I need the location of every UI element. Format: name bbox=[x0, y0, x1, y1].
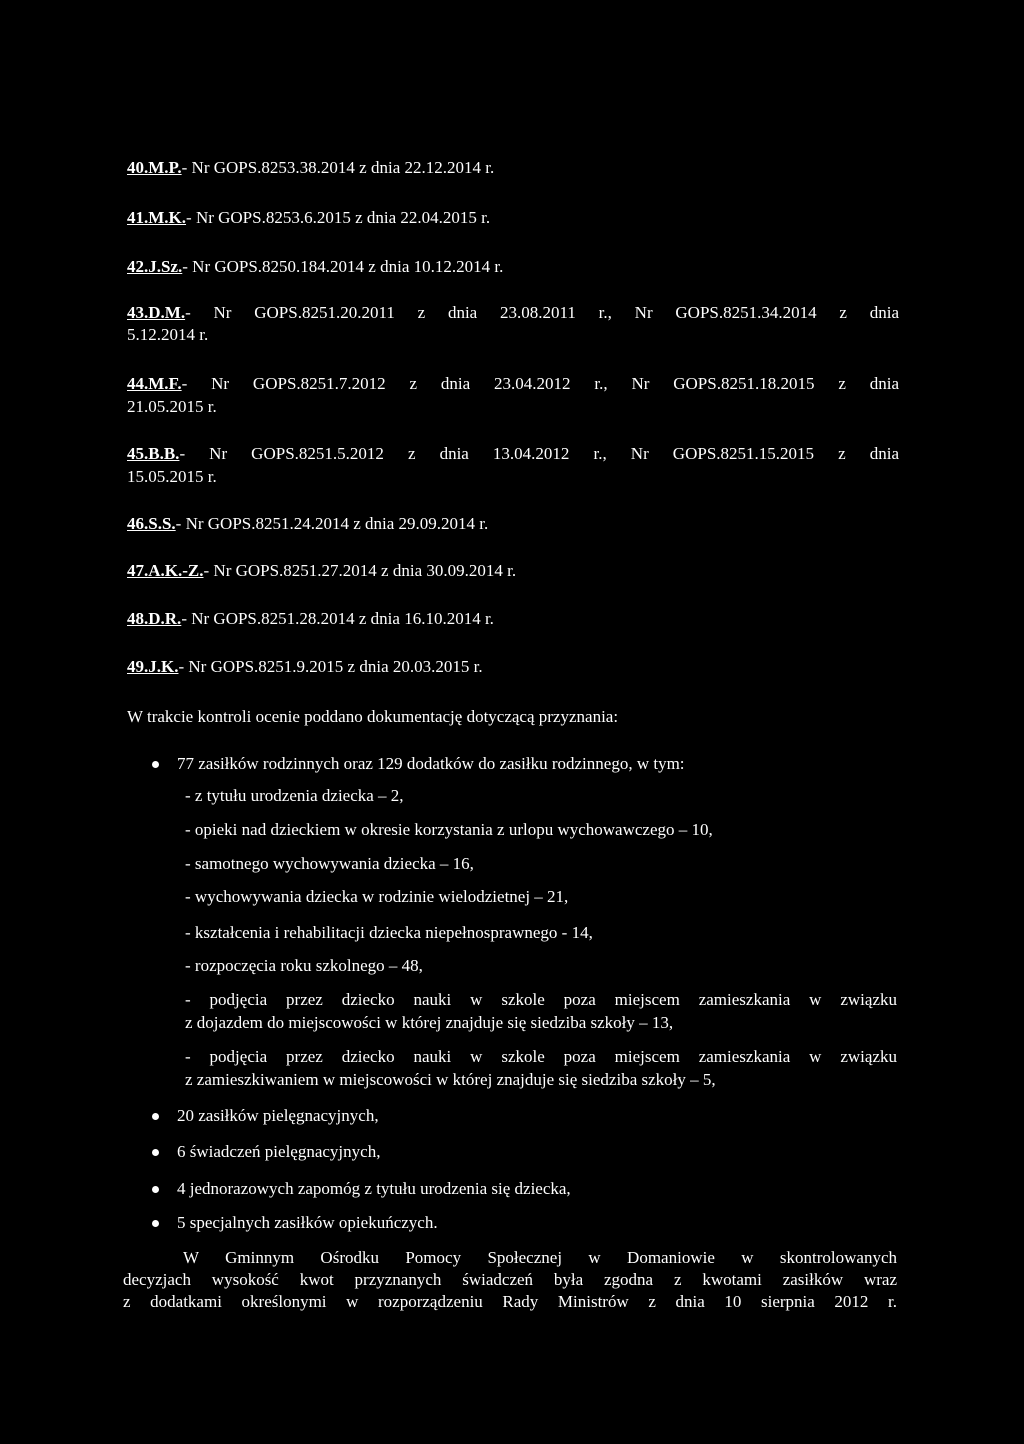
bullet-item-family-allowances bbox=[152, 753, 685, 775]
entry-key: 44.M.F. bbox=[127, 374, 182, 393]
entry-text: - Nr GOPS.8251.9.2015 z dnia 20.03.2015 r. bbox=[178, 657, 483, 676]
bullet-icon bbox=[152, 1113, 159, 1120]
entry-text: - Nr GOPS.8251.20.2011 z dnia 23.08.2011 r., Nr GOPS.8251.34.2014 z dnia bbox=[185, 303, 899, 322]
decision-entry-47 bbox=[127, 560, 899, 582]
entry-key: 42.J.Sz. bbox=[127, 257, 183, 276]
sub-item-long-line2: z zamieszkiwaniem w miejscowości w której znajduje się siedziba szkoły – 5, bbox=[185, 1070, 716, 1089]
entry-key: 41.M.K. bbox=[127, 208, 187, 227]
bullet-item bbox=[152, 1105, 379, 1127]
closing-line-3: z dodatkami określonymi w rozporządzeniu Rady Ministrów z dnia 10 sierpnia 2012 r. bbox=[123, 1292, 897, 1311]
sub-item: - wychowywania dziecka w rodzinie wielodzietnej – 21, bbox=[185, 887, 569, 906]
bullet-text: 77 zasiłków rodzinnych oraz 129 dodatków do zasiłku rodzinnego, w tym: bbox=[177, 754, 685, 773]
sub-item: - samotnego wychowywania dziecka – 16, bbox=[185, 854, 474, 873]
bullet-icon bbox=[152, 1220, 159, 1227]
entry-text: - Nr GOPS.8251.7.2012 z dnia 23.04.2012 r., Nr GOPS.8251.18.2015 z dnia bbox=[181, 374, 899, 393]
decision-entry-45 bbox=[127, 443, 899, 465]
sub-item: - z tytułu urodzenia dziecka – 2, bbox=[185, 786, 404, 805]
bullet-item bbox=[152, 1141, 380, 1163]
bullet-icon bbox=[152, 1149, 159, 1156]
decision-entry-42 bbox=[127, 256, 899, 278]
decision-entry-49 bbox=[127, 656, 899, 678]
entry-key: 48.D.R. bbox=[127, 609, 182, 628]
bullet-item bbox=[152, 1178, 571, 1200]
entry-text: - Nr GOPS.8250.184.2014 z dnia 10.12.2014 r. bbox=[182, 257, 504, 276]
entry-key: 47.A.K.-Z. bbox=[127, 561, 204, 580]
bullet-icon bbox=[152, 1186, 159, 1193]
sub-item-long-line2: z dojazdem do miejscowości w której znajduje się siedziba szkoły – 13, bbox=[185, 1013, 674, 1032]
entry-text: - Nr GOPS.8251.24.2014 z dnia 29.09.2014 r. bbox=[175, 514, 489, 533]
bullet-item bbox=[152, 1212, 438, 1234]
sub-item: - opieki nad dzieckiem w okresie korzystania z urlopu wychowawczego – 10, bbox=[185, 820, 713, 839]
entry-text: - Nr GOPS.8251.5.2012 z dnia 13.04.2012 r., Nr GOPS.8251.15.2015 z dnia bbox=[179, 444, 899, 463]
entry-key: 46.S.S. bbox=[127, 514, 176, 533]
decision-entry-44 bbox=[127, 373, 899, 395]
sub-item-long-line1: - podjęcia przez dziecko nauki w szkole poza miejscem zamieszkania w związku bbox=[185, 1047, 897, 1066]
entry-key: 49.J.K. bbox=[127, 657, 179, 676]
decision-entry-43-cont: 5.12.2014 r. bbox=[127, 325, 209, 344]
sub-item: - rozpoczęcia roku szkolnego – 48, bbox=[185, 956, 423, 975]
closing-paragraph bbox=[123, 1247, 897, 1313]
decision-entry-48 bbox=[127, 608, 899, 630]
entry-key: 40.M.P. bbox=[127, 158, 182, 177]
entry-key: 45.B.B. bbox=[127, 444, 180, 463]
decision-entry-43 bbox=[127, 302, 899, 324]
intro-paragraph: W trakcie kontroli ocenie poddano dokumentację dotyczącą przyznania: bbox=[127, 707, 619, 726]
decision-entry-41 bbox=[127, 207, 899, 229]
bullet-text: 6 świadczeń pielęgnacyjnych, bbox=[177, 1142, 381, 1161]
entry-text: - Nr GOPS.8253.38.2014 z dnia 22.12.2014 r. bbox=[181, 158, 495, 177]
entry-text: - Nr GOPS.8253.6.2015 z dnia 22.04.2015 r. bbox=[186, 208, 491, 227]
bullet-text: 20 zasiłków pielęgnacyjnych, bbox=[177, 1106, 379, 1125]
sub-item-long-line1: - podjęcia przez dziecko nauki w szkole poza miejscem zamieszkania w związku bbox=[185, 990, 897, 1009]
sub-item: - kształcenia i rehabilitacji dziecka niepełnosprawnego - 14, bbox=[185, 923, 593, 942]
decision-entry-44-cont: 21.05.2015 r. bbox=[127, 397, 217, 416]
decision-entry-46 bbox=[127, 513, 899, 535]
decision-entry-45-cont: 15.05.2015 r. bbox=[127, 467, 217, 486]
closing-line-1: W Gminnym Ośrodku Pomocy Społecznej w Domaniowie w skontrolowanych bbox=[183, 1248, 897, 1267]
entry-text: - Nr GOPS.8251.27.2014 z dnia 30.09.2014 r. bbox=[203, 561, 517, 580]
decision-entry-40 bbox=[127, 157, 899, 179]
bullet-text: 4 jednorazowych zapomóg z tytułu urodzenia się dziecka, bbox=[177, 1179, 571, 1198]
closing-line-2: decyzjach wysokość kwot przyznanych świadczeń była zgodna z kwotami zasiłków wraz bbox=[123, 1270, 897, 1289]
bullet-text: 5 specjalnych zasiłków opiekuńczych. bbox=[177, 1213, 438, 1232]
entry-key: 43.D.M. bbox=[127, 303, 186, 322]
bullet-icon bbox=[152, 761, 159, 768]
entry-text: - Nr GOPS.8251.28.2014 z dnia 16.10.2014 r. bbox=[181, 609, 494, 628]
